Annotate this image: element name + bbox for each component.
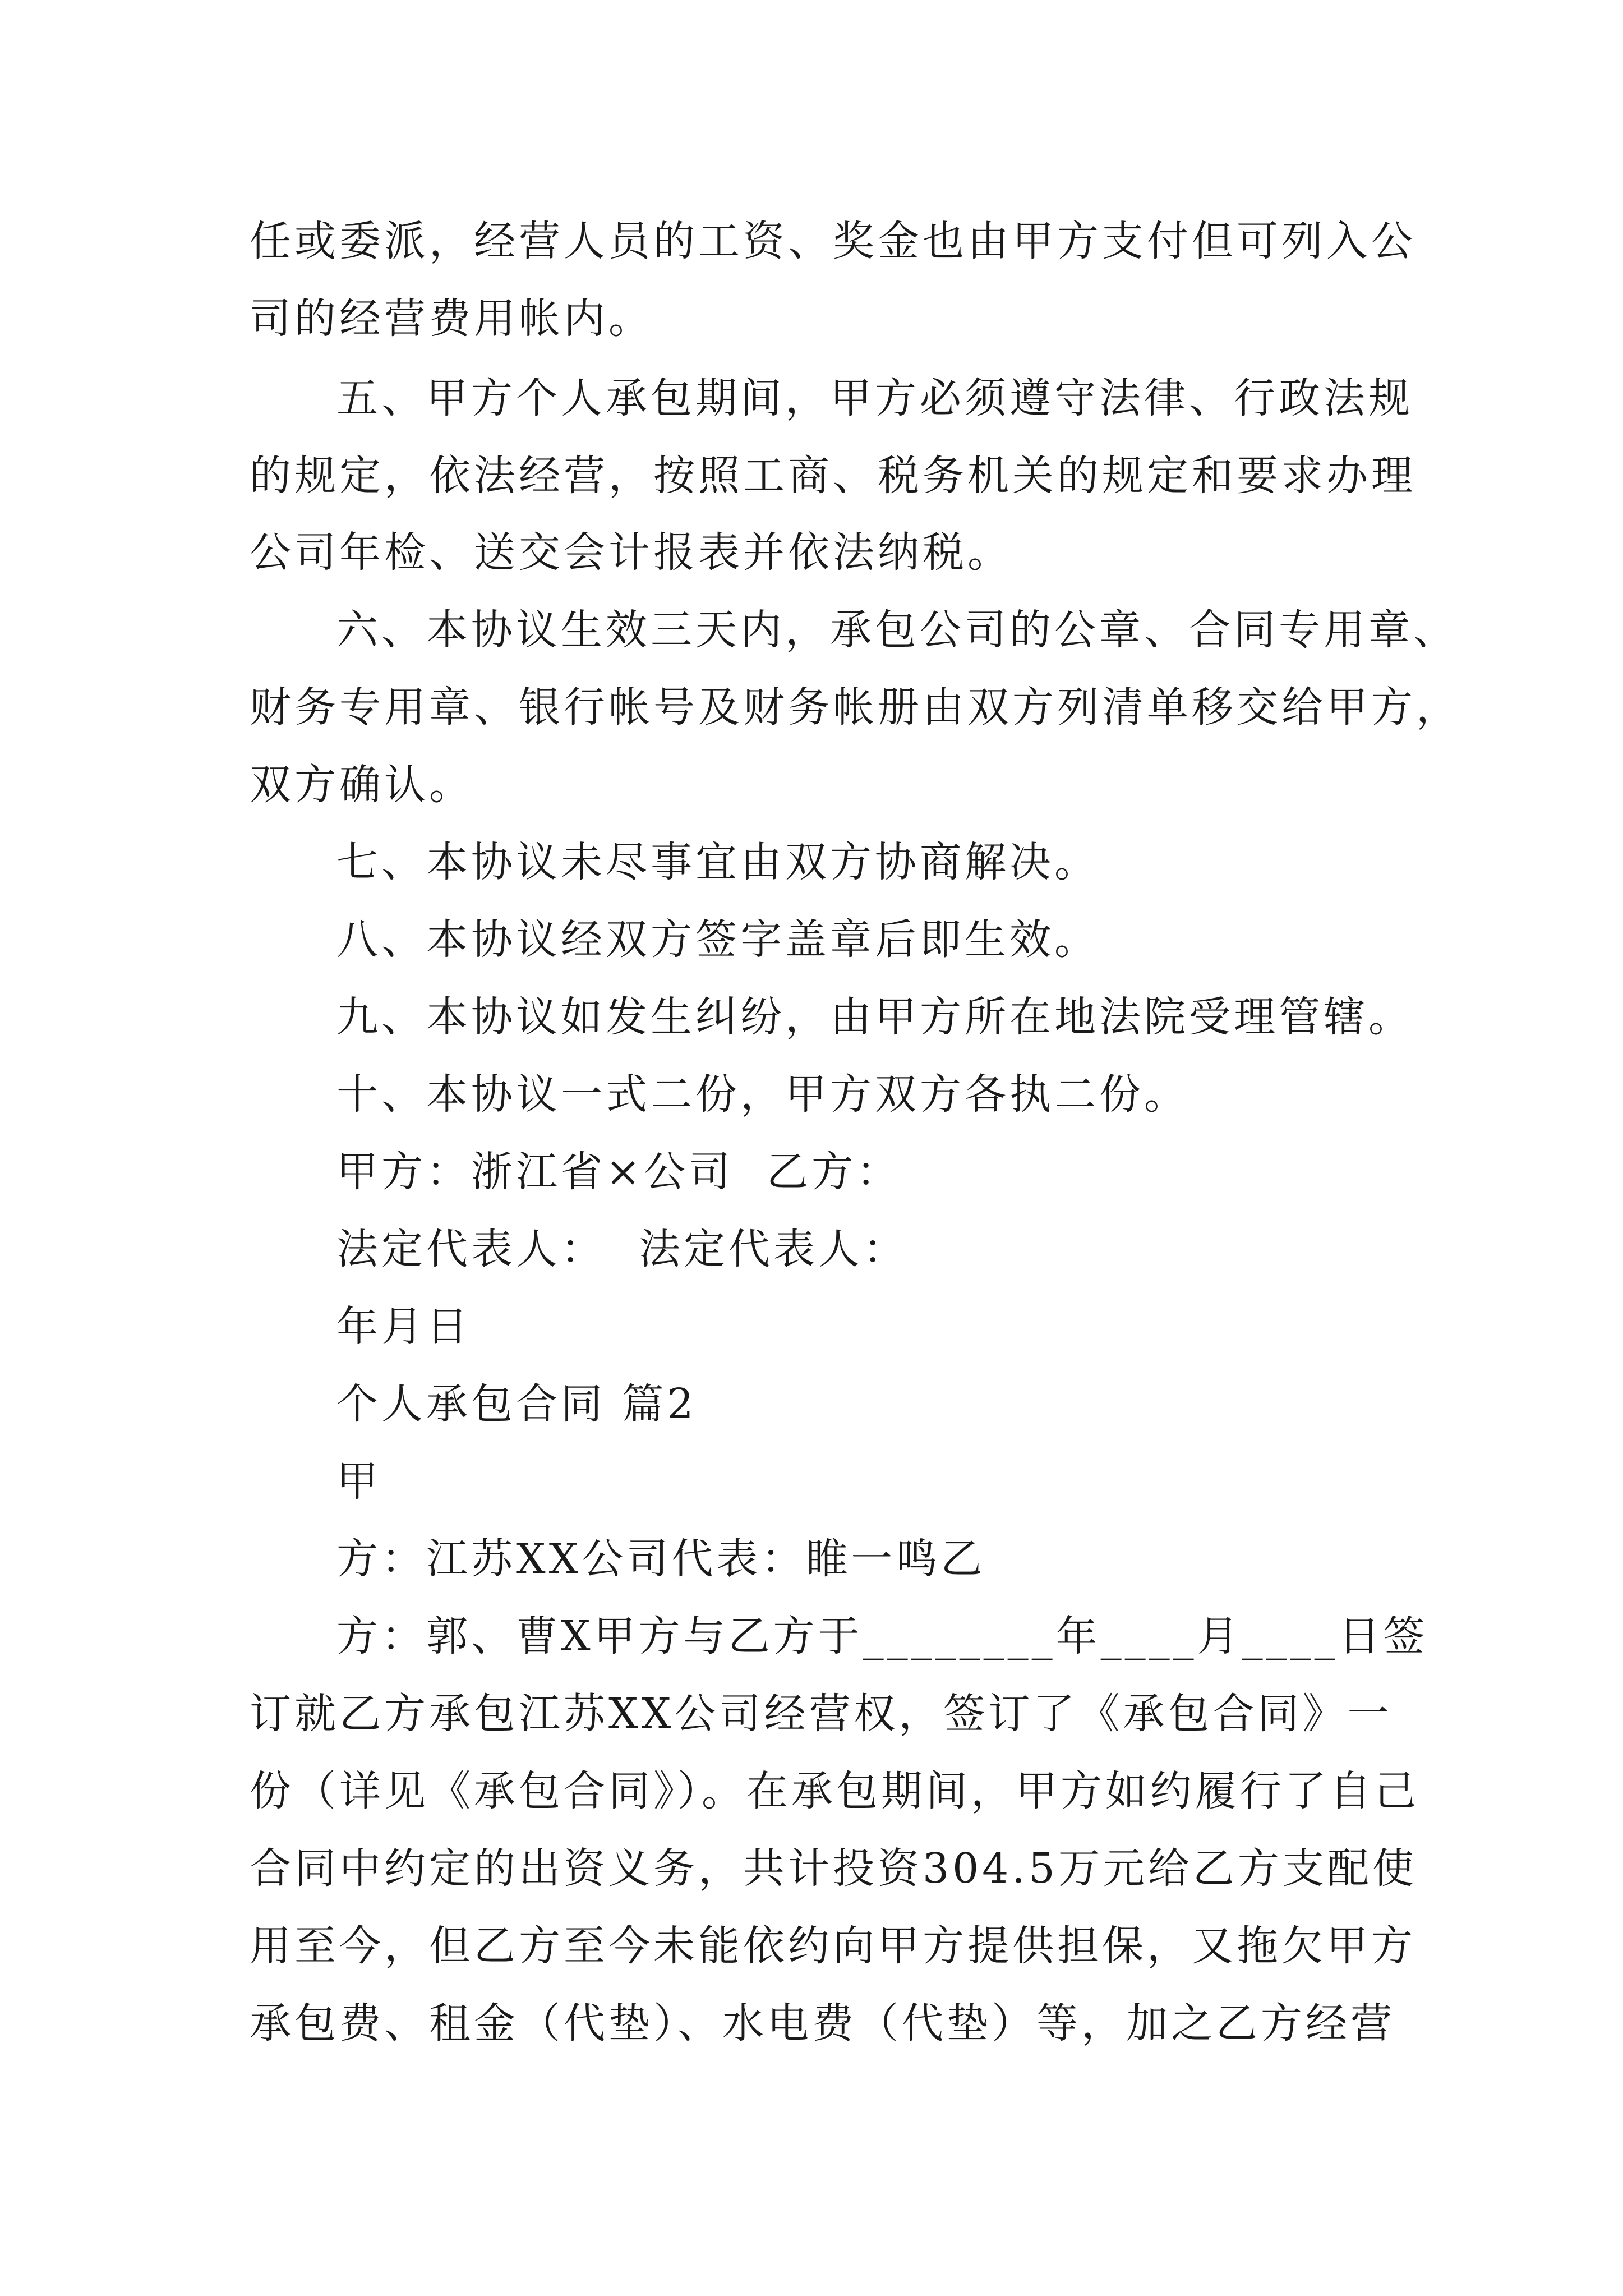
clause-7: 七、本协议未尽事宜由双方协商解决。	[336, 838, 1099, 886]
text-line: 承包费、租金（代垫）、水电费（代垫）等，加之乙方经营	[250, 1999, 1395, 2047]
text-line: 任或委派，经营人员的工资、奖金也由甲方支付但可列入公	[250, 217, 1416, 265]
clause-9: 九、本协议如发生纠纷，由甲方所在地法院受理管辖。	[336, 993, 1413, 1041]
text-line: 司的经营费用帐内。	[250, 295, 653, 343]
signature-representatives: 法定代表人： 法定代表人：	[336, 1225, 909, 1273]
text-line: 公司年检、送交会计报表并依法纳税。	[250, 528, 1012, 577]
text-line: 用至今，但乙方至今未能依约向甲方提供担保，又拖欠甲方	[250, 1922, 1416, 1970]
text-line: 财务专用章、银行帐号及财务帐册由双方列清单移交给甲方，	[250, 683, 1461, 731]
section-heading: 个人承包合同 篇2	[336, 1380, 697, 1428]
text-line: 的规定，依法经营，按照工商、税务机关的规定和要求办理	[250, 452, 1416, 500]
text-line: 合同中约定的出资义务，共计投资304.5万元给乙方支配使	[250, 1844, 1417, 1893]
text-line: 甲	[336, 1457, 381, 1506]
signature-date: 年月日	[336, 1303, 471, 1351]
signature-parties: 甲方：浙江省×公司 乙方：	[336, 1148, 902, 1196]
text-line: 方：江苏XX公司代表：睢一鸣乙	[336, 1535, 986, 1583]
clause-6: 六、本协议生效三天内，承包公司的公章、合同专用章、	[336, 606, 1458, 654]
clause-8: 八、本协议经双方签字盖章后即生效。	[336, 915, 1099, 964]
clause-10: 十、本协议一式二份，甲方双方各执二份。	[336, 1070, 1189, 1119]
text-line: 双方确认。	[250, 761, 474, 809]
text-line: 订就乙方承包江苏XX公司经营权，签订了《承包合同》一	[250, 1690, 1393, 1738]
clause-5: 五、甲方个人承包期间，甲方必须遵守法律、行政法规	[336, 374, 1413, 422]
text-line: 方：郭、曹X甲方与乙方于________年____月____日签	[336, 1612, 1428, 1660]
text-line: 份（详见《承包合同》）。在承包期间，甲方如约履行了自己	[250, 1767, 1419, 1815]
